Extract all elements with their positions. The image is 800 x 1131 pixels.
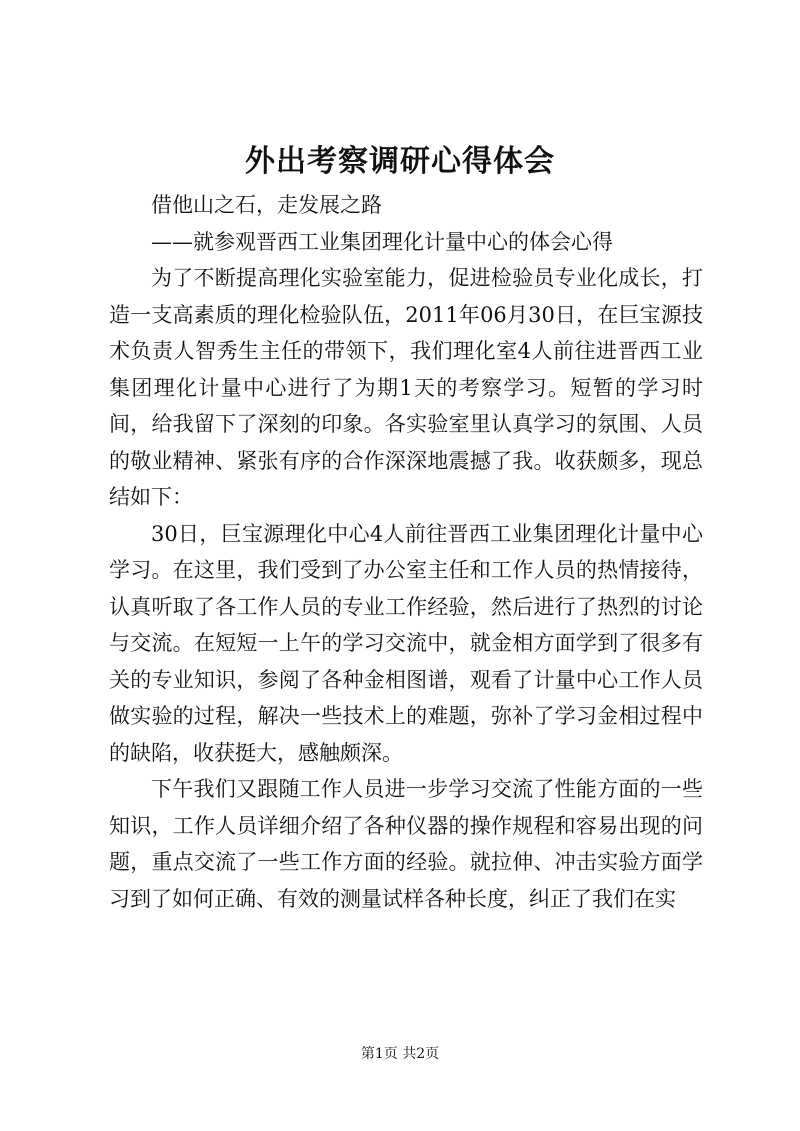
document-title: 外出考察调研心得体会 <box>245 144 555 179</box>
subtitle-line: 借他山之石，走发展之路 <box>151 193 382 217</box>
paragraph-1: 为了不断提高理化实验室能力，促进检验员专业化成长，打造一支高素质的理化检验队伍，2011年06月30日，在巨宝源技术负责人智秀生主任的带领下，我们理化室4人前往进晋西工业集团理化计量中心进行了为期1天的考察学习。短暂的学习时间，给我留下了深刻的印象。各实验室里认真学习的氛围、人员的敬业精神、紧张有序的合作深深地震撼了我。收获颇多，现总结如下： <box>109 266 703 509</box>
subheading-line: ——就参观晋西工业集团理化计量中心的体会心得 <box>151 229 613 254</box>
paragraph-3: 下午我们又跟随工作人员进一步学习交流了性能方面的一些知识，工作人员详细介绍了各种仪器的操作规程和容易出现的问题，重点交流了一些工作方面的经验。就拉伸、冲击实验方面学习到了如何正确、有效的测量试样各种长度，纠正了我们在实 <box>109 777 703 911</box>
document-body <box>109 187 703 917</box>
page-number-footer: 第1页 共2页 <box>360 1046 440 1062</box>
paragraph-2: 30日，巨宝源理化中心4人前往晋西工业集团理化计量中心学习。在这里，我们受到了办公室主任和工作人员的热情接待，认真听取了各工作人员的专业工作经验，然后进行了热烈的讨论与交流。在短短一上午的学习交流中，就金相方面学到了很多有关的专业知识，参阅了各种金相图谱，观看了计量中心工作人员做实验的过程，解决一些技术上的难题，弥补了学习金相过程中的缺陷，收获挺大，感触颇深。 <box>109 521 703 765</box>
